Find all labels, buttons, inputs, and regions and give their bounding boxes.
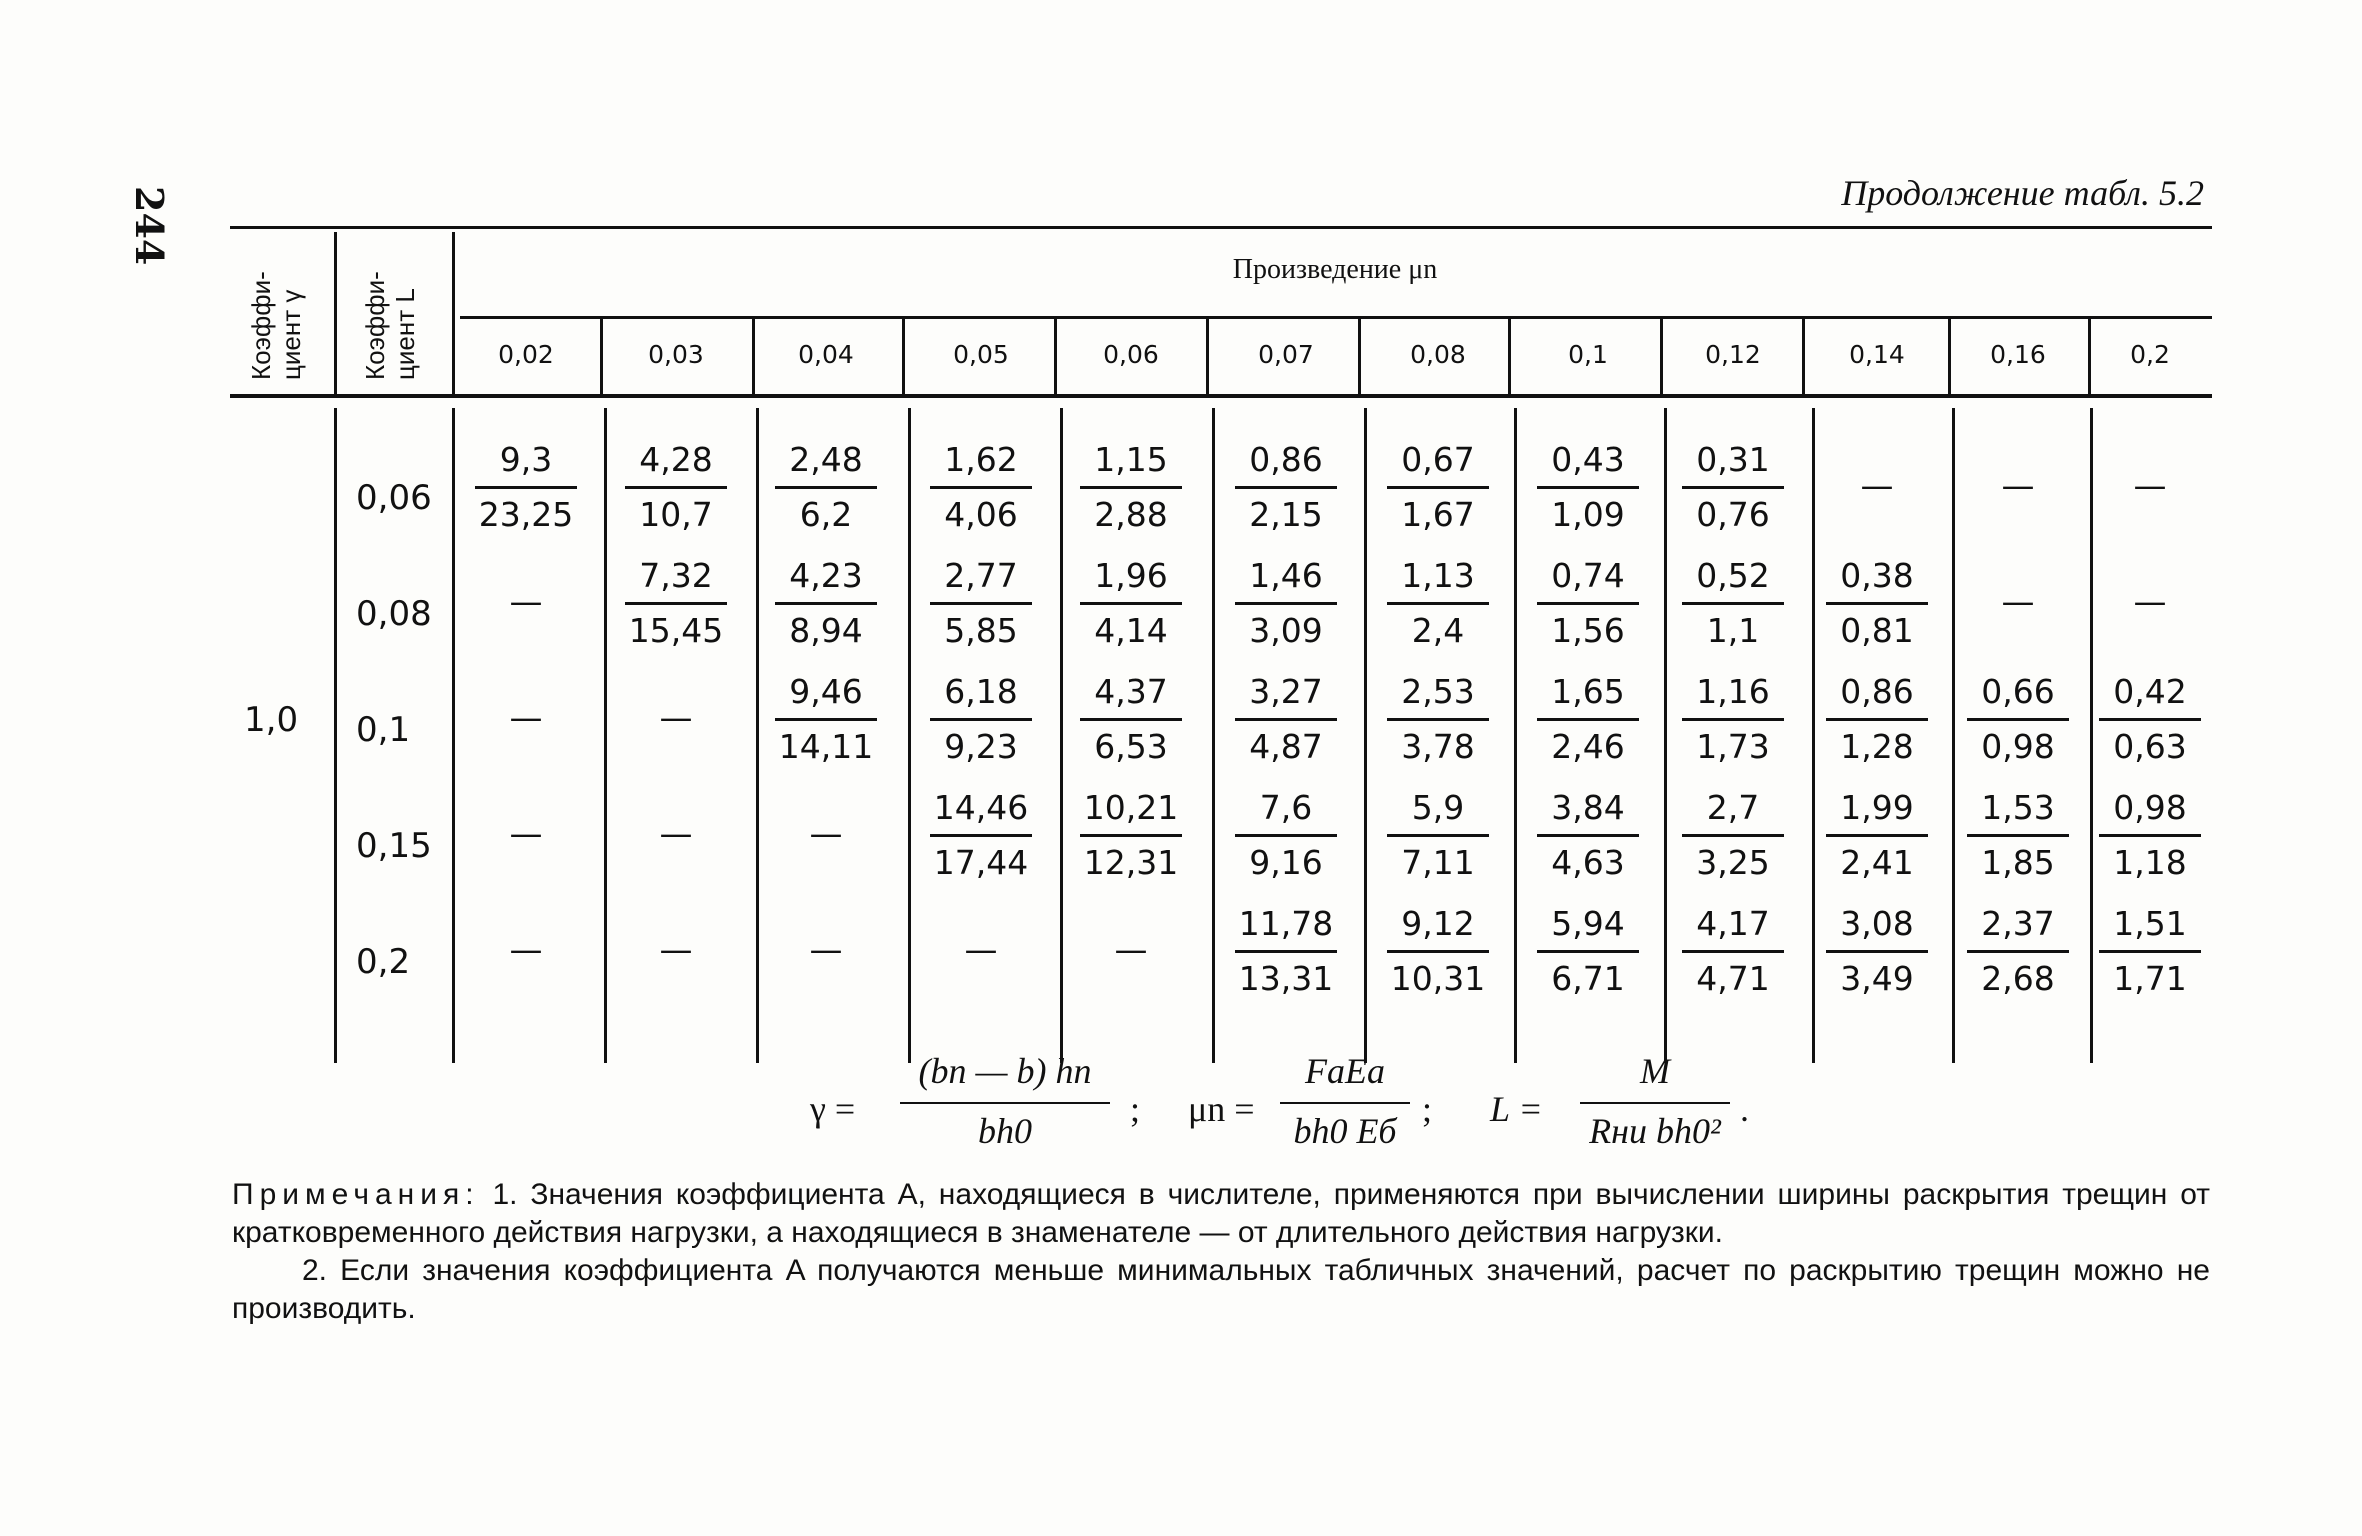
table-cell: [1061, 436, 1201, 539]
cell-fraction-bar: [1387, 486, 1489, 489]
note-1-paragraph: [232, 1176, 2210, 1252]
cell-denominator: 10,7: [639, 495, 713, 534]
cell-numerator: 2,53: [1401, 672, 1475, 711]
cell-fraction-bar: [1682, 718, 1784, 721]
mu-value-header: 0,16: [1990, 340, 2046, 369]
table-cell: [1948, 552, 2088, 626]
cell-denominator: 1,73: [1696, 727, 1770, 766]
cell-denominator: 9,16: [1249, 843, 1323, 882]
table-cell: [756, 784, 896, 858]
cell-dash: —: [2001, 582, 2035, 621]
gamma-formula-denominator: bh0: [978, 1111, 1032, 1151]
cell-dash: —: [964, 930, 998, 969]
gamma-fraction-bar: [900, 1102, 1110, 1104]
header-column-divider: [1660, 318, 1663, 394]
table-continuation-title: Продолжение табл. 5.2: [1841, 173, 2204, 213]
table-cell: [756, 900, 896, 974]
table-cell: [2080, 900, 2220, 1003]
cell-fraction-bar: [1682, 950, 1784, 953]
cell-dash: —: [509, 814, 543, 853]
product-header: Произведение μn: [1232, 254, 1438, 285]
cell-fraction-bar: [625, 486, 727, 489]
mu-value-header: 0,12: [1705, 340, 1761, 369]
table-cell: [1216, 784, 1356, 887]
mu-value-header: 0,08: [1410, 340, 1466, 369]
table-cell: [2080, 668, 2220, 771]
header-column-divider: [1802, 318, 1805, 394]
cell-fraction-bar: [1235, 950, 1337, 953]
cell-fraction-bar: [1080, 834, 1182, 837]
table-cell: [1807, 552, 1947, 655]
cell-fraction-bar: [1235, 834, 1337, 837]
separator-2: ;: [1422, 1089, 1433, 1129]
cell-numerator: 4,28: [639, 440, 713, 479]
table-cell: [756, 552, 896, 655]
header-column-divider: [600, 318, 603, 394]
cell-denominator: 23,25: [478, 495, 574, 534]
cell-numerator: 5,94: [1551, 904, 1625, 943]
cell-dash: —: [659, 930, 693, 969]
separator-1: ;: [1130, 1089, 1141, 1129]
table-cell: [1518, 436, 1658, 539]
cell-numerator: 9,12: [1401, 904, 1475, 943]
gamma-value: 1,0: [244, 700, 299, 740]
table-cell: [756, 436, 896, 539]
gamma-column-header: [246, 271, 306, 380]
mu-value-header: 0,07: [1258, 340, 1314, 369]
cell-denominator: 3,49: [1840, 959, 1914, 998]
cell-denominator: 5,85: [944, 611, 1018, 650]
header-column-divider: [1508, 318, 1511, 394]
cell-dash: —: [659, 698, 693, 737]
cell-dash: —: [809, 930, 843, 969]
table-cell: [456, 668, 596, 742]
table-cell: [456, 552, 596, 626]
header-bottom-rule: [230, 394, 2212, 398]
l-column-header: [360, 271, 420, 380]
cell-denominator: 17,44: [933, 843, 1029, 882]
body-column-divider: [1514, 408, 1517, 1063]
mu-value-header: 0,14: [1849, 340, 1905, 369]
cell-fraction-bar: [1387, 834, 1489, 837]
cell-denominator: 4,87: [1249, 727, 1323, 766]
table-cell: [1807, 436, 1947, 510]
table-cell: [911, 900, 1051, 974]
cell-denominator: 1,18: [2113, 843, 2187, 882]
cell-numerator: 11,78: [1238, 904, 1334, 943]
cell-denominator: 7,11: [1401, 843, 1475, 882]
table-cell: [1061, 552, 1201, 655]
l-formula-lhs: L =: [1490, 1089, 1543, 1129]
cell-fraction-bar: [1387, 718, 1489, 721]
body-column-divider: [1212, 408, 1215, 1063]
table-cell: [1368, 784, 1508, 887]
table-cell: [1061, 784, 1201, 887]
cell-fraction-bar: [2099, 950, 2201, 953]
cell-numerator: 0,67: [1401, 440, 1475, 479]
cell-numerator: 3,27: [1249, 672, 1323, 711]
cell-denominator: 1,28: [1840, 727, 1914, 766]
cell-denominator: 6,71: [1551, 959, 1625, 998]
cell-fraction-bar: [1537, 602, 1639, 605]
cell-fraction-bar: [1682, 486, 1784, 489]
cell-denominator: 0,81: [1840, 611, 1914, 650]
cell-numerator: 0,43: [1551, 440, 1625, 479]
cell-denominator: 10,31: [1390, 959, 1486, 998]
page-number: 244: [127, 186, 172, 266]
table-cell: [1807, 900, 1947, 1003]
cell-fraction-bar: [1826, 834, 1928, 837]
cell-fraction-bar: [930, 486, 1032, 489]
mu-fraction-bar: [1280, 1102, 1410, 1104]
mu-formula-denominator: bh0 Eб: [1293, 1111, 1397, 1151]
cell-denominator: 0,98: [1981, 727, 2055, 766]
cell-fraction-bar: [1967, 718, 2069, 721]
header-label-divider: [334, 232, 337, 396]
cell-denominator: 2,15: [1249, 495, 1323, 534]
cell-denominator: 6,2: [799, 495, 853, 534]
cell-denominator: 15,45: [628, 611, 724, 650]
mu-value-header: 0,2: [2130, 340, 2170, 369]
cell-numerator: 2,37: [1981, 904, 2055, 943]
cell-numerator: 1,96: [1094, 556, 1168, 595]
table-cell: [1518, 668, 1658, 771]
header-column-divider: [2088, 318, 2091, 394]
table-cell: [1061, 900, 1201, 974]
mu-value-header: 0,1: [1568, 340, 1608, 369]
cell-numerator: 2,7: [1706, 788, 1760, 827]
cell-numerator: 14,46: [933, 788, 1029, 827]
cell-numerator: 2,77: [944, 556, 1018, 595]
cell-numerator: 3,08: [1840, 904, 1914, 943]
header-column-divider: [752, 318, 755, 394]
cell-numerator: 4,23: [789, 556, 863, 595]
cell-numerator: 0,86: [1249, 440, 1323, 479]
table-cell: [2080, 552, 2220, 626]
cell-fraction-bar: [1537, 950, 1639, 953]
cell-numerator: 4,37: [1094, 672, 1168, 711]
formula-end: .: [1740, 1089, 1749, 1129]
table-cell: [1368, 552, 1508, 655]
cell-numerator: 0,38: [1840, 556, 1914, 595]
cell-denominator: 1,67: [1401, 495, 1475, 534]
gamma-formula-numerator: (bп — b) hп: [918, 1051, 1092, 1091]
cell-dash: —: [1860, 466, 1894, 505]
cell-numerator: 3,84: [1551, 788, 1625, 827]
table-cell: [456, 436, 596, 539]
cell-fraction-bar: [1682, 602, 1784, 605]
gamma-header-line1: Коэффи-: [246, 271, 276, 380]
cell-denominator: 2,4: [1411, 611, 1465, 650]
cell-denominator: 13,31: [1238, 959, 1334, 998]
gamma-formula-lhs: γ =: [810, 1089, 856, 1129]
cell-dash: —: [2133, 582, 2167, 621]
cell-fraction-bar: [1682, 834, 1784, 837]
table-cell: [1948, 784, 2088, 887]
l-formula-numerator: M: [1640, 1051, 1670, 1091]
cell-denominator: 2,88: [1094, 495, 1168, 534]
cell-fraction-bar: [1080, 602, 1182, 605]
table-cell: [606, 668, 746, 742]
cell-numerator: 5,9: [1411, 788, 1465, 827]
cell-numerator: 9,3: [499, 440, 553, 479]
table-cell: [1216, 900, 1356, 1003]
gamma-column-divider: [334, 408, 337, 1063]
table-cell: [1368, 436, 1508, 539]
cell-denominator: 3,78: [1401, 727, 1475, 766]
table-cell: [2080, 784, 2220, 887]
cell-numerator: 1,15: [1094, 440, 1168, 479]
l-value: 0,15: [356, 826, 432, 866]
cell-denominator: 8,94: [789, 611, 863, 650]
cell-denominator: 1,56: [1551, 611, 1625, 650]
table-cell: [911, 784, 1051, 887]
cell-numerator: 7,6: [1259, 788, 1313, 827]
cell-numerator: 1,65: [1551, 672, 1625, 711]
table-cell: [911, 552, 1051, 655]
header-column-divider: [1206, 318, 1209, 394]
cell-dash: —: [2001, 466, 2035, 505]
cell-fraction-bar: [930, 718, 1032, 721]
header-column-divider: [1358, 318, 1361, 394]
table-cell: [2080, 436, 2220, 510]
cell-numerator: 2,48: [789, 440, 863, 479]
cell-fraction-bar: [2099, 834, 2201, 837]
table-cell: [756, 668, 896, 771]
cell-numerator: 6,18: [944, 672, 1018, 711]
cell-denominator: 1,85: [1981, 843, 2055, 882]
table-cell: [911, 668, 1051, 771]
mu-value-header: 0,03: [648, 340, 704, 369]
table-cell: [1948, 436, 2088, 510]
body-column-divider: [452, 408, 455, 1063]
table-cell: [1948, 900, 2088, 1003]
header-column-divider: [902, 318, 905, 394]
note-2-text: 2. Если значения коэффициента A получаются меньше минимальных табличных значений, расчет по раскрытию трещин можно не производить.: [232, 1254, 2210, 1325]
l-value: 0,1: [356, 710, 411, 750]
body-column-divider: [1364, 408, 1367, 1063]
cell-fraction-bar: [1967, 950, 2069, 953]
table-cell: [1663, 784, 1803, 887]
cell-dash: —: [809, 814, 843, 853]
cell-dash: —: [2133, 466, 2167, 505]
cell-numerator: 1,53: [1981, 788, 2055, 827]
l-value: 0,2: [356, 942, 411, 982]
table-cell: [1368, 900, 1508, 1003]
l-value: 0,08: [356, 594, 432, 634]
cell-fraction-bar: [775, 718, 877, 721]
cell-fraction-bar: [1235, 486, 1337, 489]
cell-numerator: 10,21: [1083, 788, 1179, 827]
cell-denominator: 1,09: [1551, 495, 1625, 534]
cell-fraction-bar: [1967, 834, 2069, 837]
cell-denominator: 12,31: [1083, 843, 1179, 882]
header-column-divider: [1948, 318, 1951, 394]
table-cell: [1663, 900, 1803, 1003]
table-cell: [606, 784, 746, 858]
table-cell: [911, 436, 1051, 539]
table-cell: [606, 436, 746, 539]
table-cell: [1368, 668, 1508, 771]
cell-numerator: 1,62: [944, 440, 1018, 479]
cell-denominator: 6,53: [1094, 727, 1168, 766]
cell-numerator: 4,17: [1696, 904, 1770, 943]
cell-denominator: 1,1: [1706, 611, 1760, 650]
cell-denominator: 1,71: [2113, 959, 2187, 998]
table-cell: [1663, 436, 1803, 539]
cell-fraction-bar: [1537, 834, 1639, 837]
cell-dash: —: [509, 930, 543, 969]
mu-formula-lhs: μn =: [1188, 1089, 1255, 1129]
cell-numerator: 0,52: [1696, 556, 1770, 595]
cell-fraction-bar: [1826, 718, 1928, 721]
table-cell: [456, 900, 596, 974]
mu-formula-numerator: FаEа: [1305, 1051, 1385, 1091]
cell-numerator: 7,32: [639, 556, 713, 595]
cell-numerator: 0,98: [2113, 788, 2187, 827]
cell-numerator: 1,99: [1840, 788, 1914, 827]
cell-fraction-bar: [1235, 718, 1337, 721]
cell-dash: —: [1114, 930, 1148, 969]
table-cell: [1518, 784, 1658, 887]
formula-block: [810, 1050, 1810, 1160]
cell-fraction-bar: [1826, 950, 1928, 953]
mu-value-header: 0,05: [953, 340, 1009, 369]
table-cell: [1948, 668, 2088, 771]
l-formula-denominator: Rни bh0²: [1589, 1111, 1721, 1151]
cell-denominator: 2,46: [1551, 727, 1625, 766]
note-2-paragraph: [232, 1252, 2210, 1328]
cell-denominator: 4,14: [1094, 611, 1168, 650]
cell-denominator: 4,63: [1551, 843, 1625, 882]
cell-fraction-bar: [1537, 718, 1639, 721]
table-cell: [1216, 436, 1356, 539]
cell-denominator: 9,23: [944, 727, 1018, 766]
table-cell: [1216, 668, 1356, 771]
cell-denominator: 0,63: [2113, 727, 2187, 766]
l-header-line2: циент L: [390, 288, 420, 380]
header-label-divider: [452, 232, 455, 396]
cell-fraction-bar: [625, 602, 727, 605]
mu-value-header: 0,02: [498, 340, 554, 369]
cell-fraction-bar: [1537, 486, 1639, 489]
l-header-line1: Коэффи-: [360, 271, 390, 380]
cell-fraction-bar: [930, 602, 1032, 605]
table-cell: [606, 552, 746, 655]
cell-dash: —: [659, 814, 693, 853]
cell-fraction-bar: [1387, 602, 1489, 605]
cell-fraction-bar: [930, 834, 1032, 837]
cell-fraction-bar: [1387, 950, 1489, 953]
cell-numerator: 9,46: [789, 672, 863, 711]
cell-denominator: 2,41: [1840, 843, 1914, 882]
cell-dash: —: [509, 698, 543, 737]
cell-fraction-bar: [775, 602, 877, 605]
cell-denominator: 4,06: [944, 495, 1018, 534]
table-cell: [1663, 668, 1803, 771]
note-1-text: 1. Значения коэффициента A, находящиеся в числителе, применяются при вычислении ширины раскрытия трещин от кратковременного действия нагрузки, а находящиеся в знаменателе — от длительного действия нагрузки.: [232, 1178, 2210, 1249]
cell-numerator: 0,31: [1696, 440, 1770, 479]
cell-fraction-bar: [475, 486, 577, 489]
cell-denominator: 0,76: [1696, 495, 1770, 534]
cell-denominator: 3,09: [1249, 611, 1323, 650]
l-value: 0,06: [356, 478, 432, 518]
l-fraction-bar: [1580, 1102, 1730, 1104]
table-cell: [606, 900, 746, 974]
notes-label: Примечания:: [232, 1178, 480, 1211]
cell-fraction-bar: [1080, 486, 1182, 489]
cell-denominator: 3,25: [1696, 843, 1770, 882]
notes-section: [232, 1176, 2210, 1328]
cell-fraction-bar: [1235, 602, 1337, 605]
header-column-divider: [1054, 318, 1057, 394]
cell-numerator: 0,86: [1840, 672, 1914, 711]
table-cell: [1061, 668, 1201, 771]
cell-denominator: 14,11: [778, 727, 874, 766]
cell-fraction-bar: [2099, 718, 2201, 721]
mu-value-header: 0,06: [1103, 340, 1159, 369]
table-cell: [1216, 552, 1356, 655]
table-cell: [456, 784, 596, 858]
cell-numerator: 0,42: [2113, 672, 2187, 711]
cell-numerator: 0,66: [1981, 672, 2055, 711]
table-cell: [1807, 668, 1947, 771]
table-cell: [1518, 900, 1658, 1003]
table-cell: [1807, 784, 1947, 887]
cell-fraction-bar: [1080, 718, 1182, 721]
cell-numerator: 1,16: [1696, 672, 1770, 711]
cell-numerator: 1,51: [2113, 904, 2187, 943]
cell-denominator: 2,68: [1981, 959, 2055, 998]
gamma-header-line2: циент γ: [276, 289, 306, 380]
cell-denominator: 4,71: [1696, 959, 1770, 998]
cell-numerator: 0,74: [1551, 556, 1625, 595]
cell-numerator: 1,13: [1401, 556, 1475, 595]
cell-dash: —: [509, 582, 543, 621]
cell-numerator: 1,46: [1249, 556, 1323, 595]
table-top-rule: [230, 226, 2212, 229]
mu-value-header: 0,04: [798, 340, 854, 369]
cell-fraction-bar: [1826, 602, 1928, 605]
cell-fraction-bar: [775, 486, 877, 489]
table-cell: [1518, 552, 1658, 655]
table-cell: [1663, 552, 1803, 655]
